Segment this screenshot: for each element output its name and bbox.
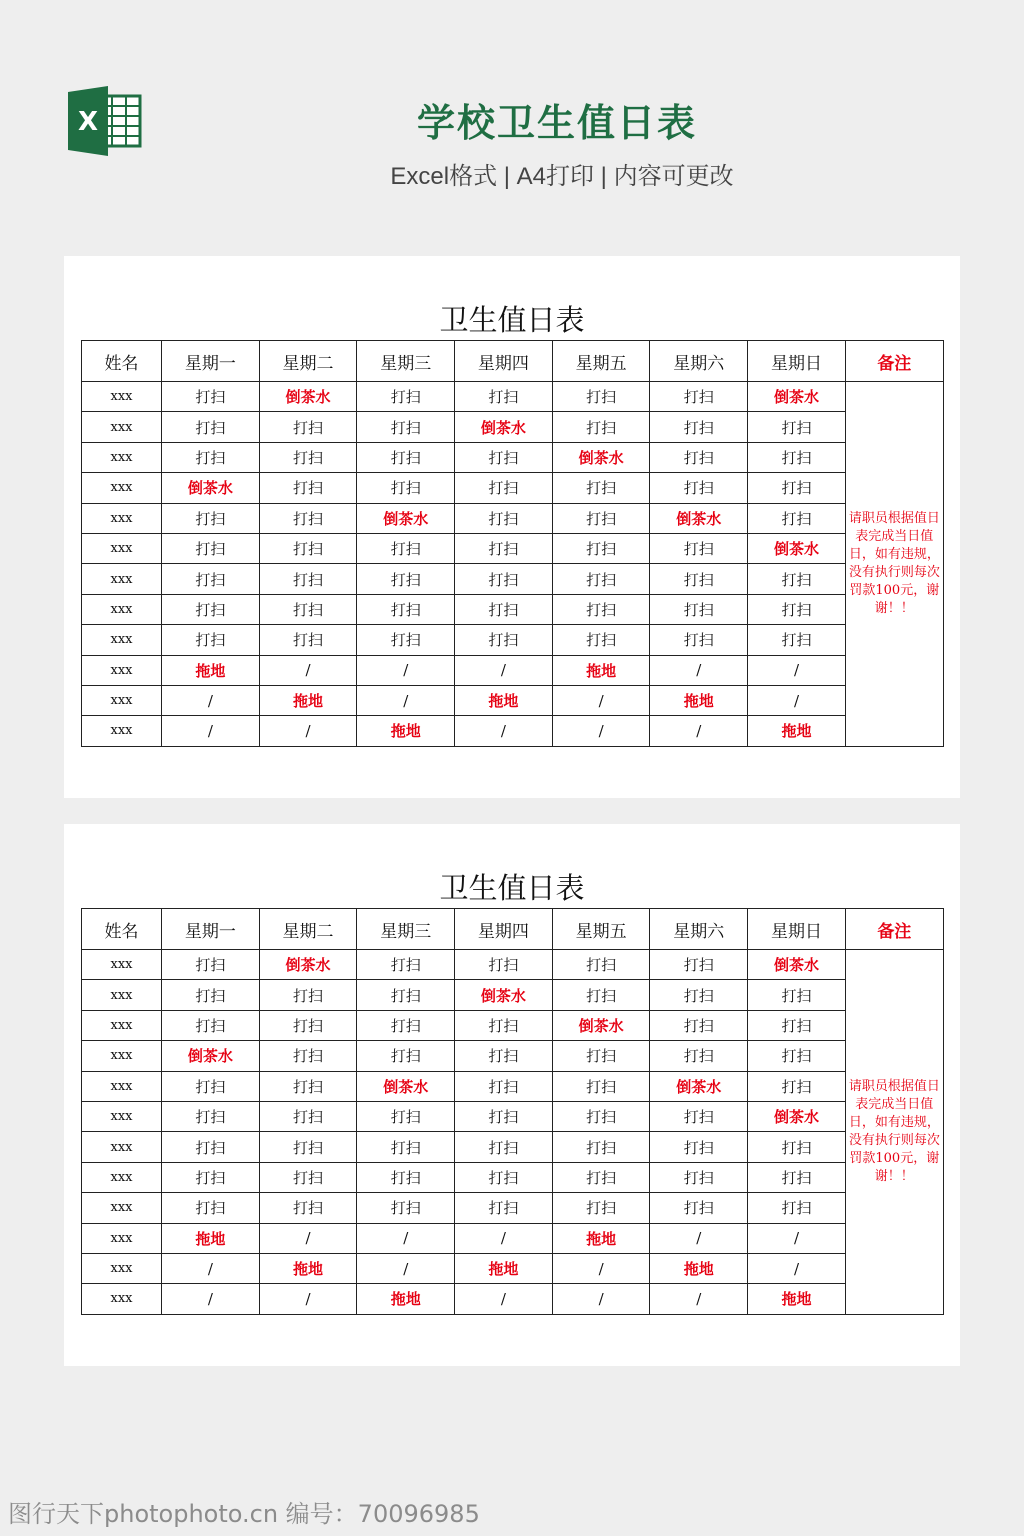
duty-cell: 打扫 <box>455 473 553 503</box>
duty-cell: 倒茶水 <box>357 503 455 533</box>
column-header: 星期三 <box>357 341 455 382</box>
table-row <box>82 564 944 594</box>
duty-cell: 倒茶水 <box>748 533 846 563</box>
duty-cell: 倒茶水 <box>748 950 846 980</box>
duty-cell: 打扫 <box>357 594 455 624</box>
duty-cell: 打扫 <box>259 1132 357 1162</box>
duty-cell: 拖地 <box>455 685 553 715</box>
duty-cell: / <box>455 716 553 746</box>
duty-cell: 打扫 <box>552 1071 650 1101</box>
duty-cell: 打扫 <box>357 1041 455 1071</box>
staff-name-cell: xxx <box>82 716 162 746</box>
duty-cell: 打扫 <box>357 382 455 412</box>
table-header-row <box>82 909 944 950</box>
duty-cell: / <box>259 1284 357 1314</box>
duty-cell: 打扫 <box>357 1010 455 1040</box>
duty-cell: 拖地 <box>162 655 260 685</box>
duty-cell: 打扫 <box>357 412 455 442</box>
column-header: 星期六 <box>650 909 748 950</box>
duty-cell: 打扫 <box>552 1101 650 1131</box>
duty-cell: 打扫 <box>162 1010 260 1040</box>
duty-cell: / <box>552 1284 650 1314</box>
duty-cell: 打扫 <box>748 564 846 594</box>
duty-cell: 打扫 <box>259 1193 357 1223</box>
duty-cell: 打扫 <box>748 1132 846 1162</box>
duty-cell: 打扫 <box>650 412 748 442</box>
duty-cell: 打扫 <box>357 533 455 563</box>
remark-column-header: 备注 <box>845 341 943 382</box>
duty-cell: 打扫 <box>455 1071 553 1101</box>
duty-cell: / <box>162 1284 260 1314</box>
staff-name-cell: xxx <box>82 1101 162 1131</box>
table-row <box>82 473 944 503</box>
duty-cell: / <box>162 685 260 715</box>
duty-cell: 打扫 <box>259 1071 357 1101</box>
duty-cell: / <box>357 655 455 685</box>
duty-cell: 拖地 <box>357 1284 455 1314</box>
duty-cell: / <box>552 716 650 746</box>
duty-cell: 打扫 <box>748 412 846 442</box>
duty-cell: 打扫 <box>650 442 748 472</box>
duty-cell: 打扫 <box>259 412 357 442</box>
duty-cell: 倒茶水 <box>748 382 846 412</box>
duty-cell: / <box>650 655 748 685</box>
duty-cell: 打扫 <box>748 1162 846 1192</box>
duty-cell: 打扫 <box>357 950 455 980</box>
duty-cell: 倒茶水 <box>162 1041 260 1071</box>
duty-cell: 打扫 <box>650 980 748 1010</box>
table-row <box>82 533 944 563</box>
duty-cell: 打扫 <box>650 382 748 412</box>
duty-cell: 打扫 <box>748 594 846 624</box>
staff-name-cell: xxx <box>82 412 162 442</box>
table-row <box>82 1071 944 1101</box>
column-header: 姓名 <box>82 909 162 950</box>
duty-cell: 打扫 <box>455 950 553 980</box>
staff-name-cell: xxx <box>82 1193 162 1223</box>
page-subtitle: Excel格式 | A4打印 | 内容可更改 <box>390 163 734 190</box>
duty-cell: / <box>162 716 260 746</box>
staff-name-cell: xxx <box>82 685 162 715</box>
duty-cell: 打扫 <box>748 1193 846 1223</box>
duty-cell: 打扫 <box>455 533 553 563</box>
staff-name-cell: xxx <box>82 442 162 472</box>
duty-cell: 打扫 <box>162 950 260 980</box>
duty-cell: 打扫 <box>357 1193 455 1223</box>
staff-name-cell: xxx <box>82 594 162 624</box>
duty-cell: 倒茶水 <box>552 442 650 472</box>
duty-cell: 打扫 <box>259 442 357 472</box>
duty-cell: / <box>455 655 553 685</box>
duty-cell: 打扫 <box>650 1193 748 1223</box>
duty-cell: 打扫 <box>259 1041 357 1071</box>
duty-cell: 打扫 <box>650 625 748 655</box>
duty-cell: / <box>455 1284 553 1314</box>
duty-cell: 打扫 <box>259 503 357 533</box>
duty-cell: 打扫 <box>162 1162 260 1192</box>
staff-name-cell: xxx <box>82 1010 162 1040</box>
duty-sheet-card-1 <box>64 256 960 798</box>
duty-cell: 倒茶水 <box>259 950 357 980</box>
duty-cell: 倒茶水 <box>650 503 748 533</box>
staff-name-cell: xxx <box>82 1223 162 1253</box>
duty-cell: 打扫 <box>357 625 455 655</box>
duty-cell: / <box>259 655 357 685</box>
duty-cell: 打扫 <box>259 625 357 655</box>
column-header: 星期三 <box>357 909 455 950</box>
duty-cell: 打扫 <box>162 1071 260 1101</box>
column-header: 星期五 <box>552 909 650 950</box>
duty-cell: / <box>552 685 650 715</box>
duty-table <box>81 340 944 747</box>
duty-cell: 拖地 <box>552 655 650 685</box>
staff-name-cell: xxx <box>82 473 162 503</box>
table-row <box>82 1284 944 1314</box>
duty-cell: 拖地 <box>455 1253 553 1283</box>
duty-cell: 倒茶水 <box>259 382 357 412</box>
table-header-row <box>82 341 944 382</box>
duty-cell: 打扫 <box>162 1101 260 1131</box>
duty-cell: / <box>748 1253 846 1283</box>
duty-cell: 打扫 <box>162 1132 260 1162</box>
duty-cell: 打扫 <box>162 503 260 533</box>
duty-cell: 打扫 <box>552 1041 650 1071</box>
duty-cell: 打扫 <box>552 1193 650 1223</box>
duty-cell: 拖地 <box>552 1223 650 1253</box>
duty-cell: 打扫 <box>357 442 455 472</box>
table-row <box>82 412 944 442</box>
page-title: 学校卫生值日表 <box>416 101 697 145</box>
duty-cell: / <box>748 1223 846 1253</box>
duty-table <box>81 908 944 1315</box>
table-row <box>82 1041 944 1071</box>
duty-cell: / <box>748 685 846 715</box>
duty-cell: 打扫 <box>650 533 748 563</box>
duty-cell: / <box>162 1253 260 1283</box>
duty-cell: 打扫 <box>650 473 748 503</box>
duty-cell: 打扫 <box>552 473 650 503</box>
table-row <box>82 1253 944 1283</box>
staff-name-cell: xxx <box>82 1071 162 1101</box>
duty-cell: / <box>748 655 846 685</box>
staff-name-cell: xxx <box>82 950 162 980</box>
duty-cell: 打扫 <box>259 1162 357 1192</box>
duty-cell: 打扫 <box>162 533 260 563</box>
column-header: 星期六 <box>650 341 748 382</box>
duty-cell: 倒茶水 <box>455 412 553 442</box>
remark-note: 请职员根据值日表完成当日值日，如有违规，没有执行则每次罚款100元，谢谢！！ <box>845 382 943 747</box>
column-header: 姓名 <box>82 341 162 382</box>
duty-cell: 倒茶水 <box>455 980 553 1010</box>
duty-cell: 打扫 <box>455 1010 553 1040</box>
staff-name-cell: xxx <box>82 655 162 685</box>
remark-column-header: 备注 <box>845 909 943 950</box>
duty-cell: 打扫 <box>552 980 650 1010</box>
column-header: 星期日 <box>748 909 846 950</box>
duty-cell: 打扫 <box>552 382 650 412</box>
duty-cell: 拖地 <box>650 685 748 715</box>
table-row <box>82 950 944 980</box>
column-header: 星期二 <box>259 341 357 382</box>
duty-cell: 打扫 <box>650 1010 748 1040</box>
sheet-title: 卫生值日表 <box>439 871 585 905</box>
duty-cell: / <box>259 1223 357 1253</box>
duty-cell: 拖地 <box>650 1253 748 1283</box>
duty-cell: 打扫 <box>748 442 846 472</box>
duty-cell: 打扫 <box>455 503 553 533</box>
duty-cell: 拖地 <box>259 1253 357 1283</box>
duty-sheet-card-2 <box>64 824 960 1366</box>
duty-cell: 拖地 <box>259 685 357 715</box>
staff-name-cell: xxx <box>82 564 162 594</box>
duty-cell: 打扫 <box>357 473 455 503</box>
duty-cell: / <box>455 1223 553 1253</box>
duty-cell: 打扫 <box>455 382 553 412</box>
sheet-title: 卫生值日表 <box>439 303 585 337</box>
duty-cell: 打扫 <box>455 564 553 594</box>
column-header: 星期一 <box>162 341 260 382</box>
duty-cell: 打扫 <box>259 473 357 503</box>
duty-cell: 打扫 <box>357 1162 455 1192</box>
duty-cell: 拖地 <box>748 716 846 746</box>
duty-cell: 打扫 <box>162 1193 260 1223</box>
duty-cell: 打扫 <box>650 950 748 980</box>
table-row <box>82 1010 944 1040</box>
duty-cell: 打扫 <box>650 1162 748 1192</box>
staff-name-cell: xxx <box>82 1041 162 1071</box>
duty-cell: 打扫 <box>650 1041 748 1071</box>
duty-cell: 打扫 <box>748 1010 846 1040</box>
duty-cell: / <box>357 1223 455 1253</box>
duty-cell: / <box>650 716 748 746</box>
duty-cell: 打扫 <box>455 1041 553 1071</box>
duty-cell: 打扫 <box>162 382 260 412</box>
page-header <box>0 0 1024 240</box>
table-row <box>82 382 944 412</box>
staff-name-cell: xxx <box>82 503 162 533</box>
duty-cell: 打扫 <box>162 412 260 442</box>
staff-name-cell: xxx <box>82 533 162 563</box>
staff-name-cell: xxx <box>82 382 162 412</box>
table-row <box>82 1162 944 1192</box>
staff-name-cell: xxx <box>82 1284 162 1314</box>
column-header: 星期日 <box>748 341 846 382</box>
duty-cell: 打扫 <box>357 980 455 1010</box>
table-row <box>82 503 944 533</box>
table-row <box>82 1193 944 1223</box>
duty-cell: 打扫 <box>552 625 650 655</box>
duty-cell: 打扫 <box>552 594 650 624</box>
duty-cell: 打扫 <box>162 594 260 624</box>
table-row <box>82 1132 944 1162</box>
table-row <box>82 594 944 624</box>
column-header: 星期一 <box>162 909 260 950</box>
logo-letter: X <box>77 107 99 137</box>
staff-name-cell: xxx <box>82 1253 162 1283</box>
duty-cell: 打扫 <box>162 625 260 655</box>
duty-cell: / <box>650 1284 748 1314</box>
staff-name-cell: xxx <box>82 1162 162 1192</box>
duty-cell: 打扫 <box>162 442 260 472</box>
column-header: 星期四 <box>455 341 553 382</box>
duty-cell: 打扫 <box>162 980 260 1010</box>
duty-cell: 打扫 <box>162 564 260 594</box>
duty-cell: 打扫 <box>552 533 650 563</box>
duty-cell: / <box>259 716 357 746</box>
duty-cell: / <box>357 685 455 715</box>
staff-name-cell: xxx <box>82 1132 162 1162</box>
duty-cell: 拖地 <box>357 716 455 746</box>
table-row <box>82 980 944 1010</box>
duty-cell: 拖地 <box>748 1284 846 1314</box>
duty-cell: 倒茶水 <box>748 1101 846 1131</box>
duty-cell: 打扫 <box>650 1101 748 1131</box>
duty-cell: 打扫 <box>455 1101 553 1131</box>
remark-note: 请职员根据值日表完成当日值日，如有违规，没有执行则每次罚款100元，谢谢！！ <box>845 950 943 1315</box>
duty-cell: 倒茶水 <box>162 473 260 503</box>
table-row <box>82 1223 944 1253</box>
duty-cell: 打扫 <box>259 564 357 594</box>
watermark-text: 图行天下photophoto.cn 编号：70096985 <box>8 1500 480 1528</box>
duty-cell: 打扫 <box>455 1162 553 1192</box>
duty-cell: 打扫 <box>552 1162 650 1192</box>
duty-cell: 打扫 <box>455 625 553 655</box>
table-row <box>82 625 944 655</box>
duty-cell: 倒茶水 <box>552 1010 650 1040</box>
duty-cell: 打扫 <box>552 412 650 442</box>
duty-cell: 拖地 <box>162 1223 260 1253</box>
duty-cell: 倒茶水 <box>357 1071 455 1101</box>
staff-name-cell: xxx <box>82 980 162 1010</box>
duty-cell: / <box>357 1253 455 1283</box>
duty-cell: 打扫 <box>259 533 357 563</box>
duty-cell: 打扫 <box>748 1041 846 1071</box>
duty-cell: 打扫 <box>650 1132 748 1162</box>
duty-cell: 打扫 <box>259 594 357 624</box>
duty-cell: 打扫 <box>357 1101 455 1131</box>
duty-cell: 打扫 <box>748 473 846 503</box>
staff-name-cell: xxx <box>82 625 162 655</box>
duty-cell: 打扫 <box>455 442 553 472</box>
duty-cell: 打扫 <box>259 1010 357 1040</box>
duty-cell: 打扫 <box>455 594 553 624</box>
duty-cell: / <box>552 1253 650 1283</box>
duty-cell: 打扫 <box>357 1132 455 1162</box>
table-row <box>82 1101 944 1131</box>
duty-cell: 打扫 <box>748 980 846 1010</box>
duty-cell: 打扫 <box>455 1132 553 1162</box>
table-row <box>82 442 944 472</box>
duty-cell: 打扫 <box>748 503 846 533</box>
column-header: 星期五 <box>552 341 650 382</box>
duty-cell: 打扫 <box>455 1193 553 1223</box>
duty-cell: 打扫 <box>259 1101 357 1131</box>
table-row <box>82 685 944 715</box>
duty-cell: 打扫 <box>748 1071 846 1101</box>
table-row <box>82 655 944 685</box>
duty-cell: 打扫 <box>552 503 650 533</box>
column-header: 星期二 <box>259 909 357 950</box>
duty-cell: 打扫 <box>748 625 846 655</box>
duty-cell: 打扫 <box>552 950 650 980</box>
column-header: 星期四 <box>455 909 553 950</box>
duty-cell: 打扫 <box>650 564 748 594</box>
duty-cell: 打扫 <box>552 564 650 594</box>
duty-cell: 打扫 <box>259 980 357 1010</box>
duty-cell: / <box>650 1223 748 1253</box>
table-row <box>82 716 944 746</box>
duty-cell: 倒茶水 <box>650 1071 748 1101</box>
duty-cell: 打扫 <box>650 594 748 624</box>
duty-cell: 打扫 <box>357 564 455 594</box>
duty-cell: 打扫 <box>552 1132 650 1162</box>
